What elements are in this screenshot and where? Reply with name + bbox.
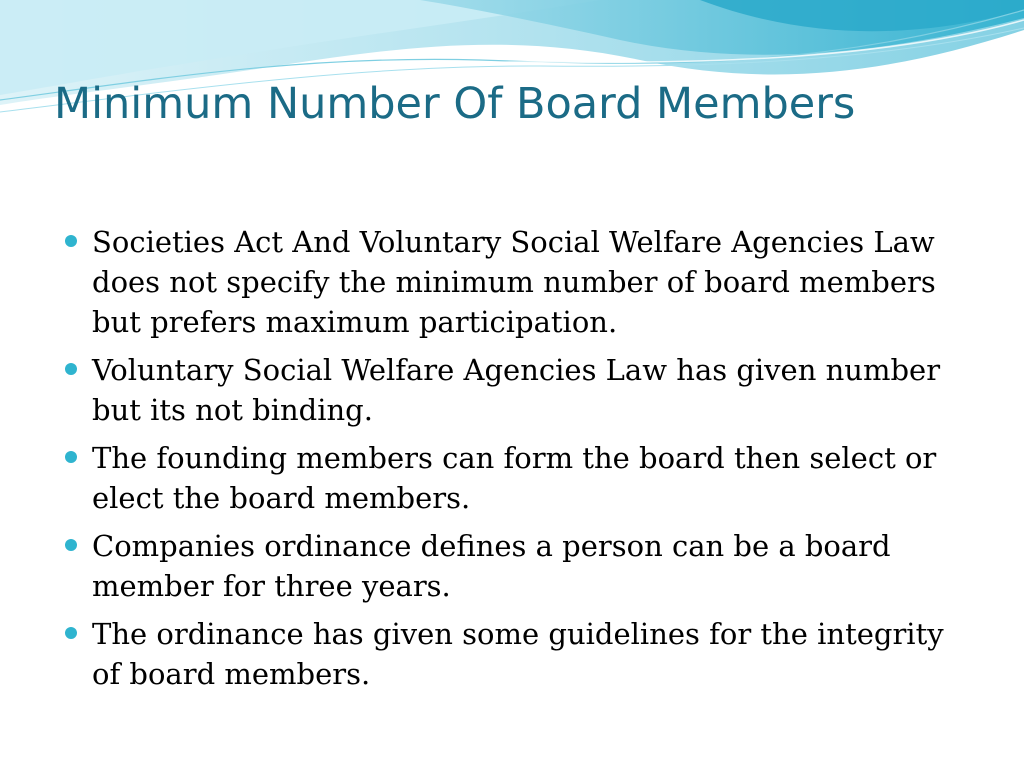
bullet-dot-icon xyxy=(65,363,77,375)
bullet-item xyxy=(62,526,972,606)
bullet-list xyxy=(62,222,972,702)
bullet-dot-icon xyxy=(65,627,77,639)
bullet-dot-icon xyxy=(65,235,77,247)
bullet-text: Societies Act And Voluntary Social Welfare Agencies Law does not specify the minimum number of board members but prefers maximum participation. xyxy=(92,225,936,339)
bullet-text: Voluntary Social Welfare Agencies Law has given number but its not binding. xyxy=(92,353,941,427)
bullet-item xyxy=(62,614,972,694)
slide-title: Minimum Number Of Board Members xyxy=(54,79,856,129)
bullet-item xyxy=(62,350,972,430)
bullet-text: Companies ordinance defines a person can be a board member for three years. xyxy=(92,529,891,603)
bullet-dot-icon xyxy=(65,539,77,551)
bullet-dot-icon xyxy=(65,451,77,463)
bullet-item xyxy=(62,438,972,518)
bullet-text: The ordinance has given some guidelines for the integrity of board members. xyxy=(92,617,944,691)
bullet-item xyxy=(62,222,972,342)
bullet-text: The founding members can form the board then select or elect the board members. xyxy=(92,441,937,515)
